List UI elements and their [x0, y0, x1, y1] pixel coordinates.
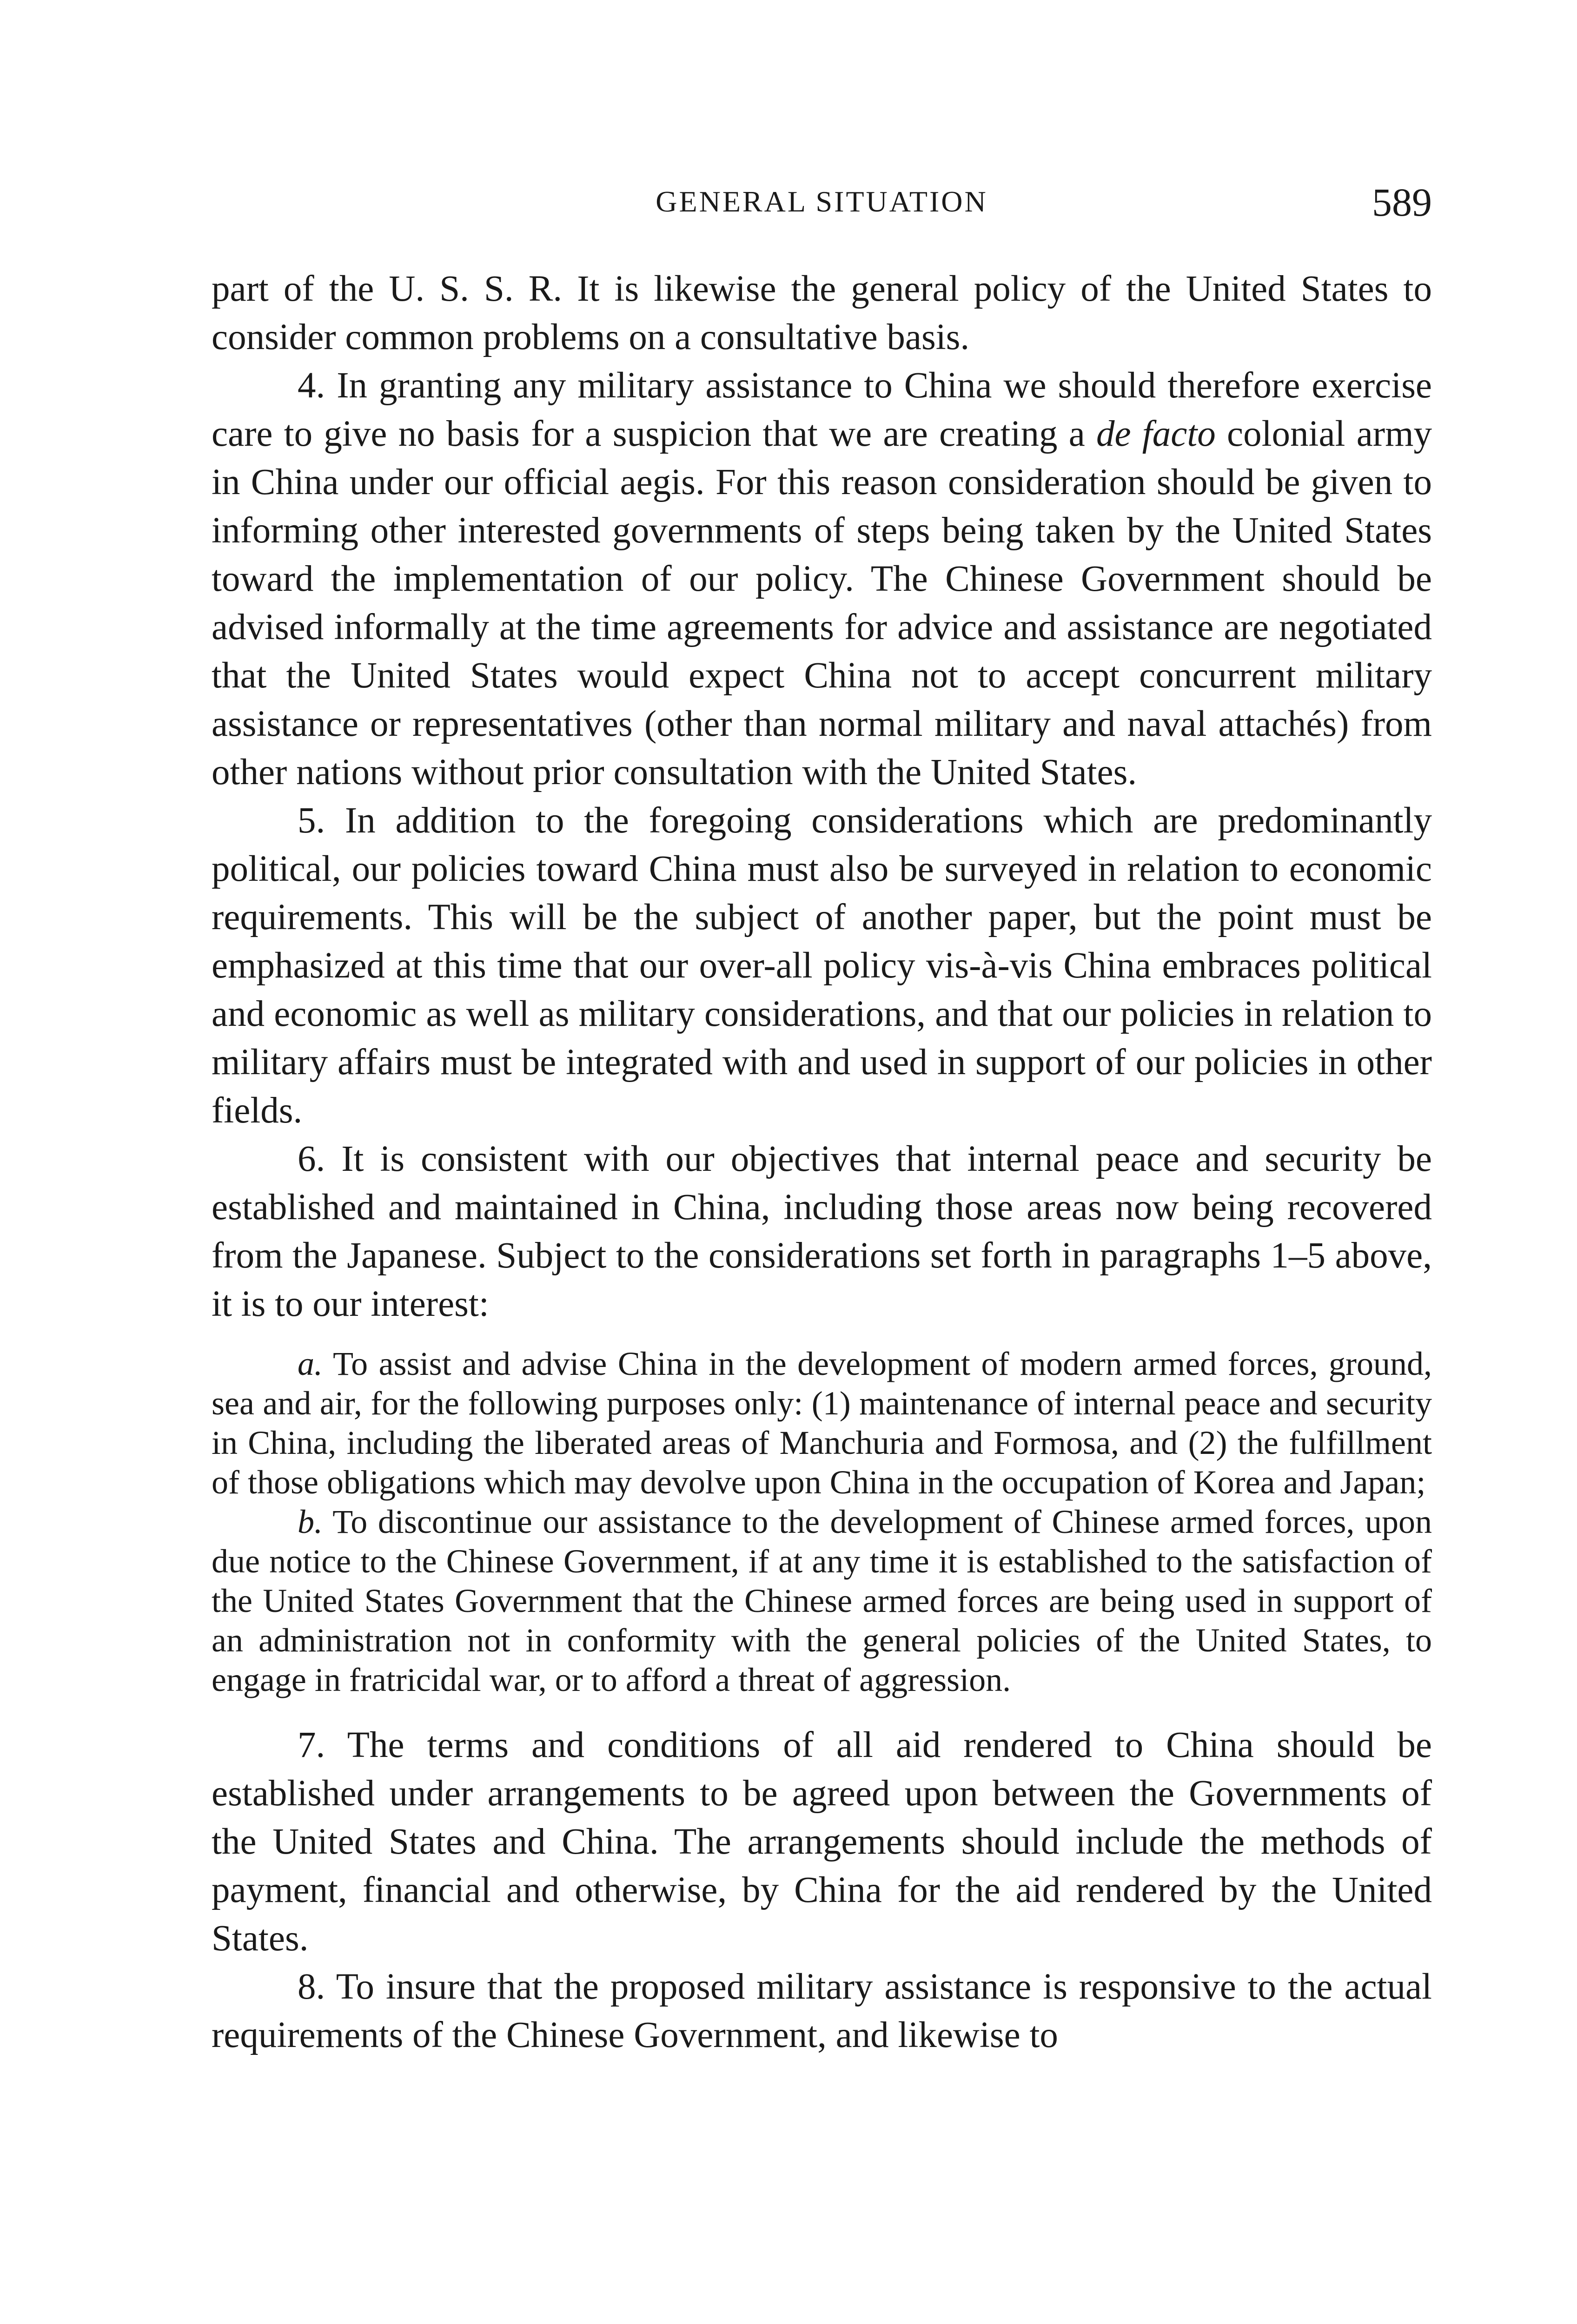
- paragraph-4-text-b: colonial army in China under our official aegis. For this reason consideration should be given to informing other interested governments of steps being taken by the United States toward the implementation of our policy. The Chinese Government should be advised informally at the time agreements for advice and assistance are negotiated that the United States would expect China not to accept concurrent military assistance or representatives (other than normal military and naval attachés) from other nations without prior consultation with the United States.: [212, 414, 1432, 792]
- paragraph-4: [212, 362, 1432, 797]
- paragraph-7: 7. The terms and conditions of all aid rendered to China should be established under arrangements to be agreed upon between the Governments of the United States and China. The arrangements should include the methods of payment, financial and otherwise, by China for the aid rendered by the United States.: [212, 1725, 1432, 1959]
- subparagraph-b-text: To discontinue our assistance to the development of Chinese armed forces, upon due notice to the Chinese Government, if at any time it is established to the satisfaction of the United States Government that the Chinese armed forces are being used in support of an administration not in conformity with the general policies of the United States, to engage in fratricidal war, or to afford a threat of aggression.: [212, 1503, 1432, 1698]
- paragraph-4-text-a: 4. In granting any military assistance to China we should therefore exercise care to give no basis for a suspicion that we are creating a: [212, 365, 1432, 454]
- paragraph-6: 6. It is consistent with our objectives that internal peace and security be established and maintained in China, including those areas now being recovered from the Japanese. Subject to the considerations set forth in paragraphs 1–5 above, it is to our interest:: [212, 1139, 1432, 1324]
- page-number: 589: [1372, 180, 1432, 224]
- paragraph-continuation: part of the U. S. S. R. It is likewise the general policy of the United States to consider common problems on a consultative basis.: [212, 269, 1432, 357]
- subparagraph-a: [212, 1344, 1432, 1502]
- document-body: [212, 265, 1432, 2060]
- subparagraph-b-label: b.: [298, 1503, 323, 1540]
- running-title: GENERAL SITUATION: [656, 185, 988, 218]
- subparagraph-a-text: To assist and advise China in the development of modern armed forces, ground, sea and air, for the following purposes only: (1) maintenance of internal peace and security in China, including the liberated areas of Manchuria and Formosa, and (2) the fulfillment of those obligations which may devolve upon China in the occupation of Korea and Japan;: [212, 1345, 1432, 1501]
- subparagraph-b: [212, 1502, 1432, 1700]
- page-header: [212, 179, 1432, 230]
- paragraph-8: 8. To insure that the proposed military assistance is responsive to the actual requirements of the Chinese Government, and likewise to: [212, 1967, 1432, 2055]
- subparagraph-a-label: a.: [298, 1345, 323, 1382]
- paragraph-6-subitems: [212, 1344, 1432, 1700]
- paragraph-5: 5. In addition to the foregoing considerations which are predominantly political, our policies toward China must also be surveyed in relation to economic requirements. This will be the subject of another paper, but the point must be emphasized at this time that our over-all policy vis-à-vis China embraces political and economic as well as military considerations, and that our policies in relation to military affairs must be integrated with and used in support of our policies in other fields.: [212, 800, 1432, 1131]
- paragraph-4-italic-term: de facto: [1096, 414, 1216, 454]
